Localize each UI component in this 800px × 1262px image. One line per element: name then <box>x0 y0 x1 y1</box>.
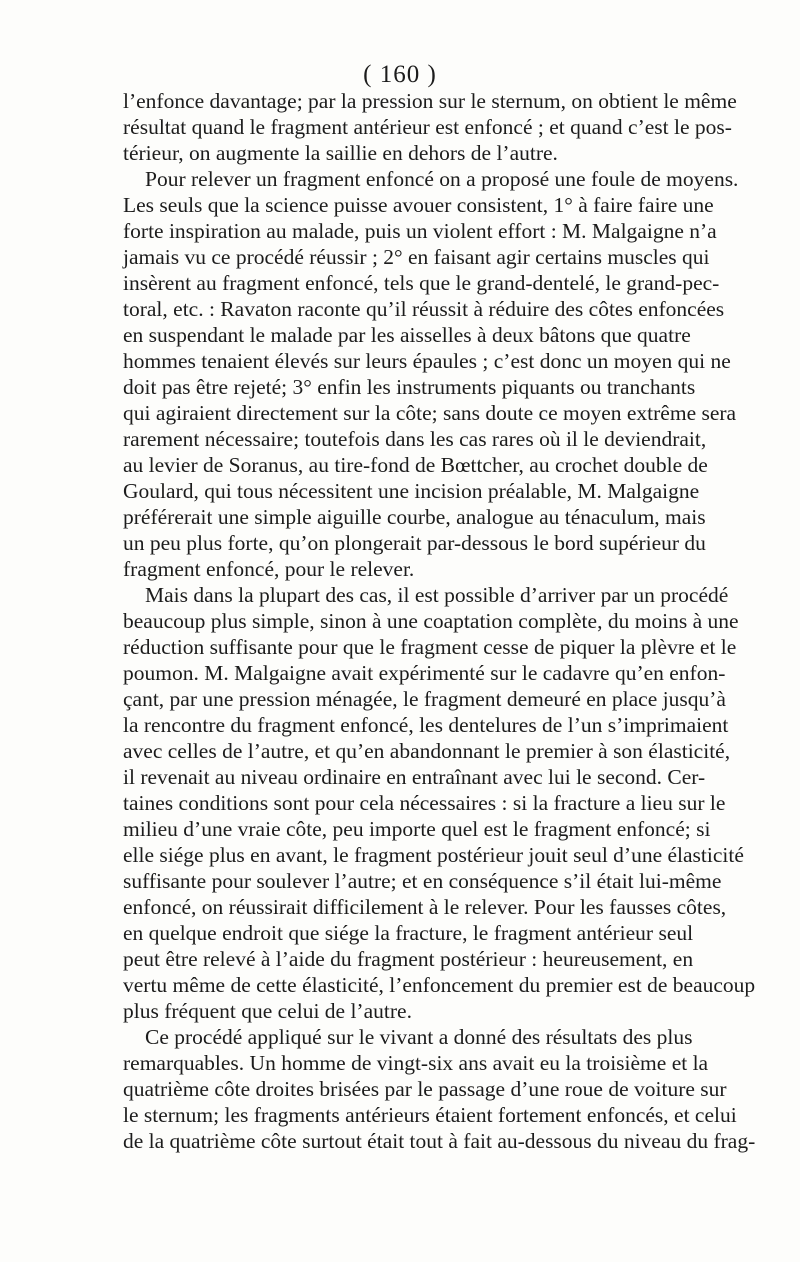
text-line: suffisante pour soulever l’autre; et en conséquence s’il était lui-même <box>123 869 722 893</box>
text-line: Mais dans la plupart des cas, il est possible d’arriver par un procédé <box>145 583 729 607</box>
text-line: remarquables. Un homme de vingt-six ans avait eu la troisième et la <box>123 1051 709 1075</box>
text-line: forte inspiration au malade, puis un violent effort : M. Malgaigne n’a <box>123 219 717 243</box>
text-line: peut être relevé à l’aide du fragment postérieur : heureusement, en <box>123 947 694 971</box>
text-line: doit pas être rejeté; 3° enfin les instruments piquants ou tranchants <box>123 375 696 399</box>
text-line: avec celles de l’autre, et qu’en abandonnant le premier à son élasticité, <box>123 739 731 763</box>
text-line: un peu plus forte, qu’on plongerait par-dessous le bord supérieur du <box>123 531 706 555</box>
text-line: taines conditions sont pour cela nécessaires : si la fracture a lieu sur le <box>123 791 726 815</box>
paragraph <box>123 166 739 582</box>
text-line: fragment enfoncé, pour le relever. <box>123 557 415 581</box>
text-line: jamais vu ce procédé réussir ; 2° en faisant agir certains muscles qui <box>123 245 710 269</box>
text-line: rarement nécessaire; toutefois dans les cas rares où il le deviendrait, <box>123 427 707 451</box>
paragraph <box>123 1024 756 1154</box>
text-line: poumon. M. Malgaigne avait expérimenté sur le cadavre qu’en enfon- <box>123 661 726 685</box>
text-line: Les seuls que la science puisse avouer consistent, 1° à faire faire une <box>123 193 714 217</box>
text-line: qui agiraient directement sur la côte; sans doute ce moyen extrême sera <box>123 401 737 425</box>
text-line: enfoncé, on réussirait difficilement à le relever. Pour les fausses côtes, <box>123 895 727 919</box>
text-line: en quelque endroit que siége la fracture, le fragment antérieur seul <box>123 921 694 945</box>
text-line: Goulard, qui tous nécessitent une incision préalable, M. Malgaigne <box>123 479 700 503</box>
text-line: Pour relever un fragment enfoncé on a proposé une foule de moyens. <box>145 167 739 191</box>
text-line: Ce procédé appliqué sur le vivant a donné des résultats des plus <box>145 1025 693 1049</box>
text-line: préférerait une simple aiguille courbe, analogue au ténaculum, mais <box>123 505 706 529</box>
text-line: çant, par une pression ménagée, le fragment demeuré en place jusqu’à <box>123 687 726 711</box>
text-line: réduction suffisante pour que le fragment cesse de piquer la plèvre et le <box>123 635 737 659</box>
text-line: toral, etc. : Ravaton raconte qu’il réussit à réduire des côtes enfoncées <box>123 297 725 321</box>
paragraph <box>123 582 756 1024</box>
body-text <box>123 88 756 1154</box>
text-line: il revenait au niveau ordinaire en entraînant avec lui le second. Cer- <box>123 765 706 789</box>
text-line: résultat quand le fragment antérieur est enfoncé ; et quand c’est le pos- <box>123 115 732 139</box>
text-line: milieu d’une vraie côte, peu importe quel est le fragment enfoncé; si <box>123 817 711 841</box>
text-line: beaucoup plus simple, sinon à une coaptation complète, du moins à une <box>123 609 739 633</box>
text-line: plus fréquent que celui de l’autre. <box>123 999 412 1023</box>
text-line: quatrième côte droites brisées par le passage d’une roue de voiture sur <box>123 1077 727 1101</box>
text-line: en suspendant le malade par les aisselles à deux bâtons que quatre <box>123 323 691 347</box>
paragraph <box>123 88 737 166</box>
text-line: vertu même de cette élasticité, l’enfoncement du premier est de beaucoup <box>123 973 756 997</box>
text-line: insèrent au fragment enfoncé, tels que le grand-dentelé, le grand-pec- <box>123 271 720 295</box>
text-line: le sternum; les fragments antérieurs étaient fortement enfoncés, et celui <box>123 1103 737 1127</box>
text-line: hommes tenaient élevés sur leurs épaules ; c’est donc un moyen qui ne <box>123 349 731 373</box>
text-line: l’enfonce davantage; par la pression sur le sternum, on obtient le même <box>123 89 737 113</box>
text-line: de la quatrième côte surtout était tout à fait au-dessous du niveau du frag- <box>123 1129 756 1153</box>
page-number: ( 160 ) <box>363 61 437 88</box>
text-line: elle siége plus en avant, le fragment postérieur jouit seul d’une élasticité <box>123 843 744 867</box>
text-line: térieur, on augmente la saillie en dehors de l’autre. <box>123 141 558 165</box>
text-line: au levier de Soranus, au tire-fond de Bœttcher, au crochet double de <box>123 453 708 477</box>
text-line: la rencontre du fragment enfoncé, les dentelures de l’un s’imprimaient <box>123 713 729 737</box>
